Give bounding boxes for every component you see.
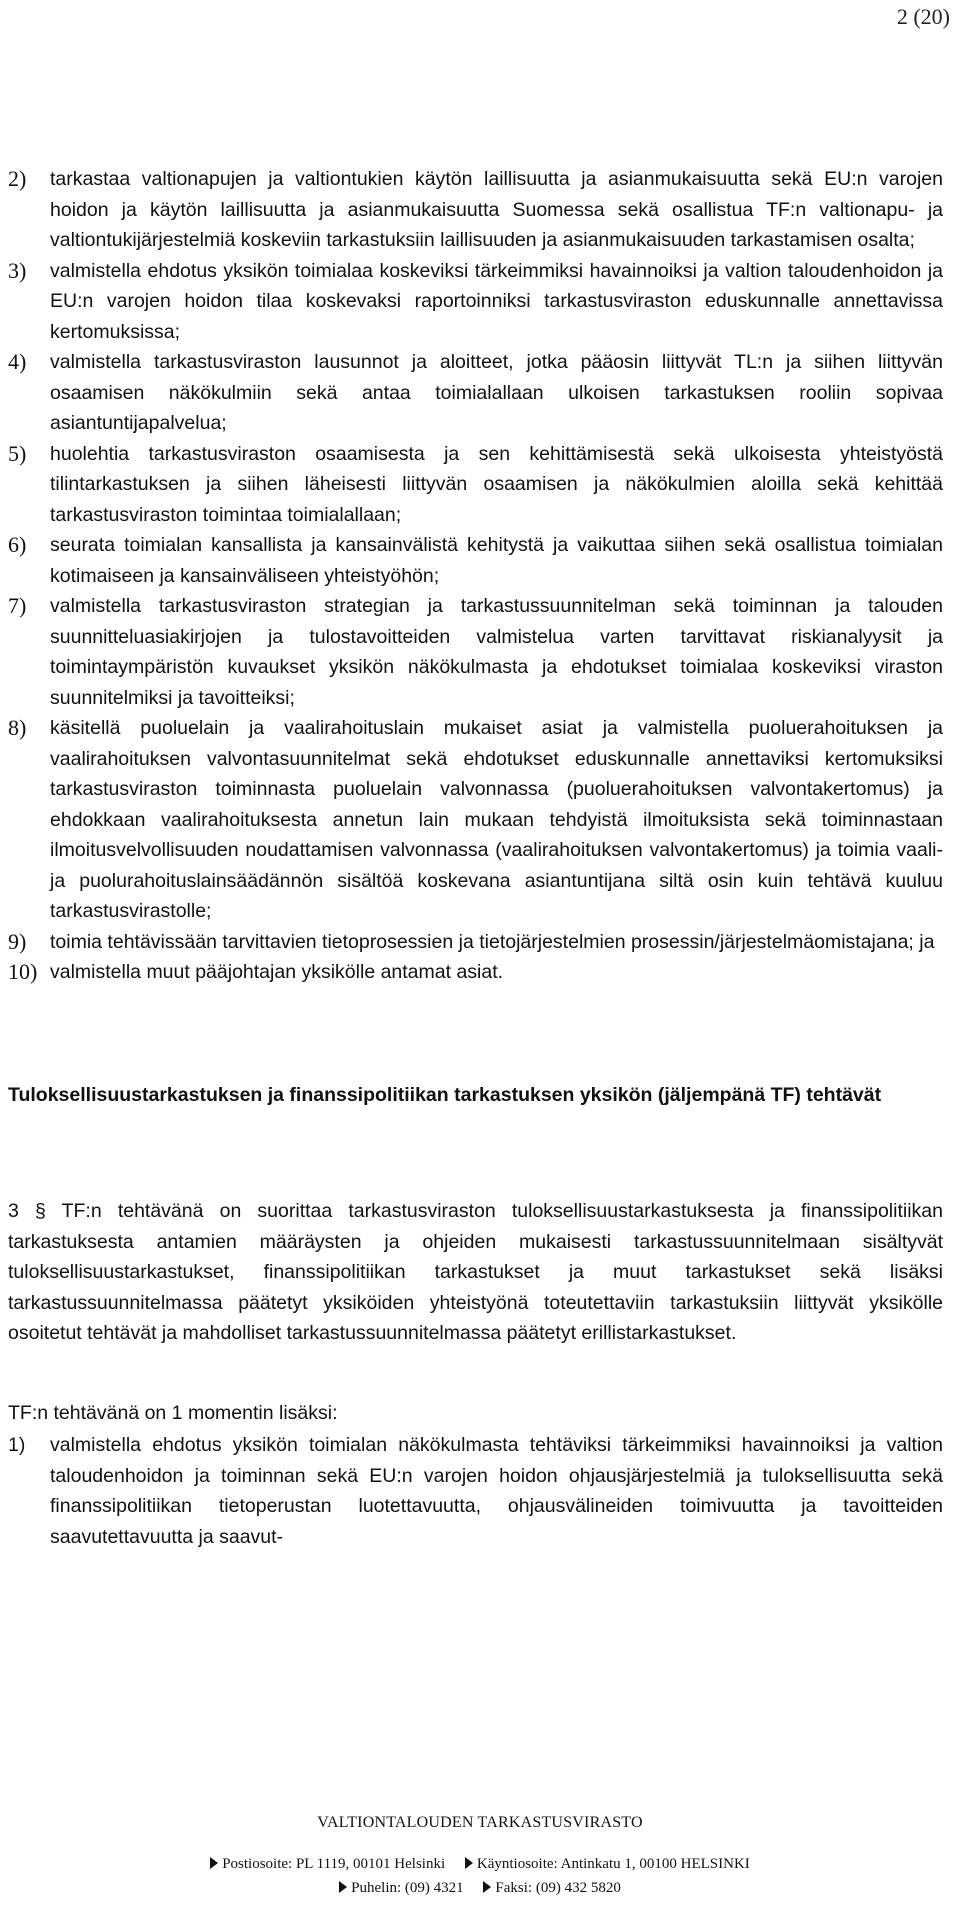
list-item [8, 957, 943, 988]
list-item-number: 9) [8, 928, 27, 954]
list-item-number: 5) [8, 440, 27, 466]
list-item-text: tarkastaa valtionapujen ja valtiontukien käytön laillisuutta ja asianmukaisuutta sekä EU:n varojen hoidon ja käytön laillisuutta ja asianmukaisuutta Suomessa sekä osallistua TF:n valtionapu- ja valtiontukijärjestelmiä koskeviin tarkastuksiin laillisuuden ja asianmukaisuuden tarkastamisen osalta; [50, 168, 943, 251]
list-item [8, 164, 943, 256]
list-item-number: 7) [8, 593, 27, 618]
list-item-text: valmistella tarkastusviraston strategian ja tarkastussuunnitelman sekä toiminnan ja talouden suunnitteluasiakirjojen ja tulostavoitteiden valmistelua varten tarvittavat riskianalyysit ja toimintaympäristön kuvaukset yksikön näkökulmasta ja ehdotukset toimialaa koskeviksi viraston suunnitelmiksi ja tavoitteiksi; [50, 595, 943, 709]
list-item-number: 8) [8, 715, 27, 740]
section-heading: Tuloksellisuustarkastuksen ja finanssipolitiikan tarkastuksen yksikön (jäljempänä TF) tehtävät [8, 1084, 882, 1106]
list-item-text: käsitellä puoluelain ja vaalirahoituslain mukaiset asiat ja valmistella puoluerahoituksen ja vaalirahoituksen valvontasuunnitelmat sekä ehdotukset eduskunnalle annettaviksi kertomuksiksi tarkastusviraston toiminnasta puoluelain valvonnassa (puoluerahoituksen valvontakertomus) ja ehdokkaan vaalirahoituksesta annetun lain mukaan tehdyistä ilmoituksista sekä toiminnastaan ilmoitusvelvollisuuden noudattamisen valvonnassa (vaalirahoituksen valvontakertomus) ja toimia vaali- ja puolurahoituslainsäädännön sisältöä koskevana asiantuntijana siltä osin kuin tehtävä kuuluu tarkastusvirastolle; [50, 717, 943, 922]
triangle-bullet-icon [339, 1881, 347, 1893]
page-number: 2 (20) [896, 4, 950, 29]
list-item [8, 347, 943, 439]
list-item-text: valmistella ehdotus yksikön toimialan näkökulmasta tehtäviksi tärkeimmiksi havainnoiksi ja valtion taloudenhoidon ja toiminnan sekä EU:n varojen hoidon ohjausjärjestelmiä ja tuloksellisuutta sekä finanssipolitiikan tietoperustan luotettavuutta, ohjausvälineiden toimivuutta ja tavoitteiden saavutettavuutta ja saavut- [50, 1434, 943, 1548]
footer-contact-row [0, 1880, 960, 1897]
list-item-text: valmistella muut pääjohtajan yksikölle antamat asiat. [50, 961, 504, 983]
list-item-text: valmistella ehdotus yksikön toimialaa koskeviksi tärkeimmiksi havainnoiksi ja valtion taloudenhoidon ja EU:n varojen hoidon tilaa koskevaksi raportoinniksi tarkastusviraston eduskunnalle annettavissa kertomuksissa; [50, 259, 943, 343]
list-item-number: 6) [8, 532, 27, 557]
footer-fax-text: Faksi: (09) 432 5820 [495, 1880, 621, 1896]
list-item [8, 1430, 943, 1552]
list-item-text: seurata toimialan kansallista ja kansainvälistä kehitystä ja vaikuttaa siihen sekä osallistua toimialan kotimaiseen ja kansainväliseen yhteistyöhön; [50, 534, 943, 587]
footer-visiting-text: Käyntiosoite: Antinkatu 1, 00100 HELSINKI [476, 1856, 750, 1872]
list-item [8, 713, 943, 927]
footer-phone-text: Puhelin: (09) 4321 [351, 1880, 464, 1896]
list-item [8, 256, 943, 348]
footer-visiting [465, 1856, 750, 1873]
footer-organization: VALTIONTALOUDEN TARKASTUSVIRASTO [317, 1814, 643, 1831]
task-list [8, 164, 943, 988]
sub-list-intro: TF:n tehtävänä on 1 momentin lisäksi: [8, 1402, 338, 1424]
list-item [8, 530, 943, 591]
triangle-bullet-icon [210, 1857, 218, 1869]
triangle-bullet-icon [465, 1857, 473, 1869]
list-item-text: huolehtia tarkastusviraston osaamisesta ja sen kehittämisestä sekä ulkoisesta yhteistyöstä tilintarkastuksen ja siihen läheisesti liittyvän osaamisen ja näkökulmien aloilla sekä kehittää tarkastusviraston toimintaa toimialallaan; [50, 442, 943, 526]
footer-address-row [0, 1856, 960, 1873]
list-item-number: 10) [8, 959, 38, 984]
list-item-text: toimia tehtävissään tarvittavien tietoprosessien ja tietojärjestelmien prosessin/järjestelmäomistajana; ja [50, 930, 935, 953]
footer-fax [483, 1880, 620, 1897]
list-item [8, 927, 943, 958]
list-item-number: 4) [8, 349, 27, 374]
sub-task-list [8, 1430, 943, 1552]
list-item-number: 3) [8, 257, 27, 283]
footer-postal-text: Postiosoite: PL 1119, 00101 Helsinki [222, 1856, 446, 1872]
footer-phone [339, 1880, 464, 1897]
list-item-text: valmistella tarkastusviraston lausunnot ja aloitteet, jotka pääosin liittyvät TL:n ja siihen liittyvän osaamisen näkökulmiin sekä antaa toimialallaan ulkoisen tarkastuksen rooliin sopivaa asiantuntijapalvelua; [50, 351, 943, 434]
footer-postal [210, 1856, 445, 1873]
list-item [8, 591, 943, 713]
list-item-number: 1) [8, 1434, 26, 1456]
list-item [8, 439, 943, 531]
list-item-number: 2) [8, 166, 27, 191]
triangle-bullet-icon [483, 1881, 491, 1893]
section-paragraph: 3 § TF:n tehtävänä on suorittaa tarkastusviraston tuloksellisuustarkastuksesta ja finanssipolitiikan tarkastuksesta antamien määräysten ja ohjeiden mukaisesti tarkastussuunnitelmaan sisältyvät tuloksellisuustarkastukset, finanssipolitiikan tarkastukset ja muut tarkastukset sekä lisäksi tarkastussuunnitelmassa päätetyt yksiköiden yhteistyönä toteutettaviin tarkastuksiin liittyvät yksikölle osoitetut tehtävät ja mahdolliset tarkastussuunnitelmassa päätetyt erillistarkastukset. [8, 1200, 943, 1344]
